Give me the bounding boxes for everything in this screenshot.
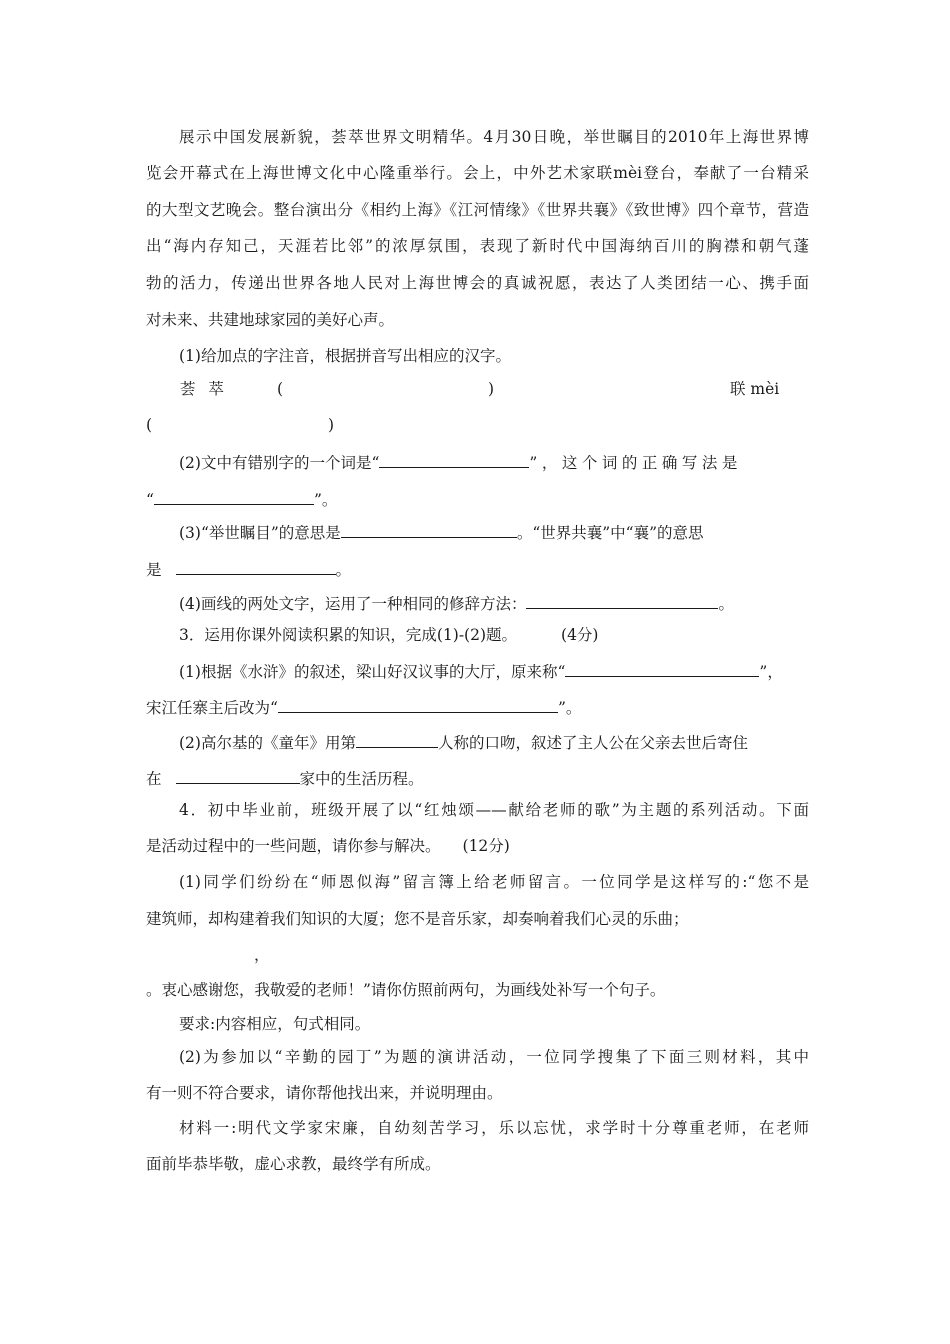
q4-intro-text: 是活动过程中的一些问题，请你参与解决。: [146, 837, 441, 855]
q2-rhetoric-blank[interactable]: [526, 591, 718, 609]
q3-part1-text-b: ”，: [759, 663, 783, 681]
q4-part1-line-4: 。衷心感谢您，我敬爱的老师！”请你仿照前两句，为画线处补写一个句子。: [146, 981, 666, 999]
q4-part1-line-1: (1)同学们纷纷在“师恩似海”留言簿上给老师留言。一位同学是这样写的:“您不是: [179, 873, 809, 891]
q3-part2-text-a: (2)高尔基的《童年》用第: [179, 734, 356, 752]
q2-huicui-label: 荟 萃: [180, 380, 228, 398]
q3-part2-text-b: 人称的口吻，叙述了主人公在父亲去世后寄住: [437, 734, 748, 752]
q2-part3-text-b: 。“世界共襄”中“襄”的意思: [516, 524, 704, 542]
passage-line-6: 对未来、共建地球家园的美好心声。: [146, 311, 395, 329]
q4-line-2: [146, 835, 809, 857]
q2-part2-text-a: (2)文中有错别字的一个词是“: [179, 454, 380, 472]
q2-part3-text-d: 。: [335, 561, 352, 579]
passage-line-5: 勃的活力，传递出世界各地人民对上海世博会的真诚祝愿，表达了人类团结一心、携手面: [146, 274, 809, 292]
q2-paren-open-1: (: [277, 380, 284, 398]
q3-score: (4分): [561, 626, 599, 644]
q2-part4-text-a: (4)画线的两处文字，运用了一种相同的修辞方法：: [179, 595, 527, 613]
q4-part1-comma: ，: [254, 946, 270, 964]
q2-part2-line-1: [146, 450, 809, 472]
q4-requirement: 要求:内容相应，句式相同。: [179, 1015, 371, 1033]
passage-line-1: 展示中国发展新貌，荟萃世界文明精华。4月30日晚，举世瞩目的2010年上海世界博: [179, 128, 809, 146]
q3-part1-text-a: (1)根据《水浒》的叙述，梁山好汉议事的大厅，原来称“: [179, 663, 566, 681]
q2-part2-text-b: ”，这个词的正确写法是: [529, 454, 742, 472]
q2-part2-text-d: ”。: [313, 491, 338, 509]
q4-material1-line-1: 材料一:明代文学家宋廉，自幼刻苦学习，乐以忘忧，求学时十分尊重老师，在老师: [179, 1119, 809, 1137]
q2-paren-close-2: ): [328, 416, 335, 434]
passage-line-4: 出“海内存知己，天涯若比邻”的浓厚氛围，表现了新时代中国海纳百川的胸襟和朝气蓬: [146, 237, 809, 255]
q3-part1-line-1: [146, 659, 809, 681]
q3-hall-original-blank[interactable]: [565, 659, 759, 677]
q4-part2-line-2: 有一则不符合要求，请你帮他找出来，并说明理由。: [146, 1084, 503, 1102]
q4-part2-line-1: (2)为参加以“辛勤的园丁”为题的演讲活动，一位同学搜集了下面三则材料，其中: [179, 1048, 809, 1066]
q3-title: 3．运用你课外阅读积累的知识，完成(1)-(2)题。: [179, 626, 518, 644]
q3-part2-line-2: [146, 766, 809, 788]
q2-meaning-blank-1[interactable]: [341, 520, 517, 538]
q3-title-line: [146, 624, 809, 646]
q4-line-1: 4．初中毕业前，班级开展了以“红烛颂——献给老师的歌”为主题的系列活动。下面: [179, 801, 809, 819]
q2-paren-open-2: (: [146, 416, 153, 434]
q2-part2-line-2: [146, 487, 809, 509]
q2-part1-prompt: (1)给加点的字注音，根据拼音写出相应的汉字。: [179, 347, 511, 365]
q3-family-blank[interactable]: [176, 766, 300, 784]
q3-part1-text-c: 宋江任寨主后改为“: [146, 699, 278, 717]
q2-correct-word-blank[interactable]: [154, 487, 314, 505]
q2-part3-line-1: [146, 520, 809, 542]
q3-person-blank[interactable]: [356, 730, 438, 748]
q3-part2-line-1: [146, 730, 809, 752]
q3-hall-renamed-blank[interactable]: [278, 695, 558, 713]
q3-part2-text-c: 在: [146, 770, 162, 788]
q4-part1-line-2: 建筑师，却构建着我们知识的大厦；您不是音乐家，却奏响着我们心灵的乐曲；: [146, 910, 689, 928]
q3-part2-text-d: 家中的生活历程。: [299, 770, 424, 788]
q2-part3-text-a: (3)“举世瞩目”的意思是: [179, 524, 341, 542]
q2-part4-line: [146, 591, 809, 613]
passage-line-3: 的大型文艺晚会。整台演出分《相约上海》《江河情缘》《世界共襄》《致世博》四个章节，营造: [146, 201, 809, 219]
q2-lianmei-label: 联 mèi: [730, 380, 780, 398]
q2-part3-text-c: 是: [146, 561, 162, 579]
q2-part2-text-c: “: [146, 491, 154, 509]
passage-line-2: 览会开幕式在上海世博文化中心隆重举行。会上，中外艺术家联mèi登台，奉献了一台精采: [146, 164, 809, 182]
q2-meaning-blank-2[interactable]: [176, 557, 336, 575]
q2-paren-close-1: ): [488, 380, 495, 398]
q4-material1-line-2: 面前毕恭毕敬，虚心求教，最终学有所成。: [146, 1155, 441, 1173]
q2-part4-text-b: 。: [718, 595, 734, 613]
q3-part1-text-d: ”。: [557, 699, 582, 717]
q3-part1-line-2: [146, 695, 809, 717]
q4-score: (12分): [462, 837, 510, 855]
q2-wrong-word-blank[interactable]: [379, 450, 529, 468]
q2-part3-line-2: [146, 557, 809, 579]
